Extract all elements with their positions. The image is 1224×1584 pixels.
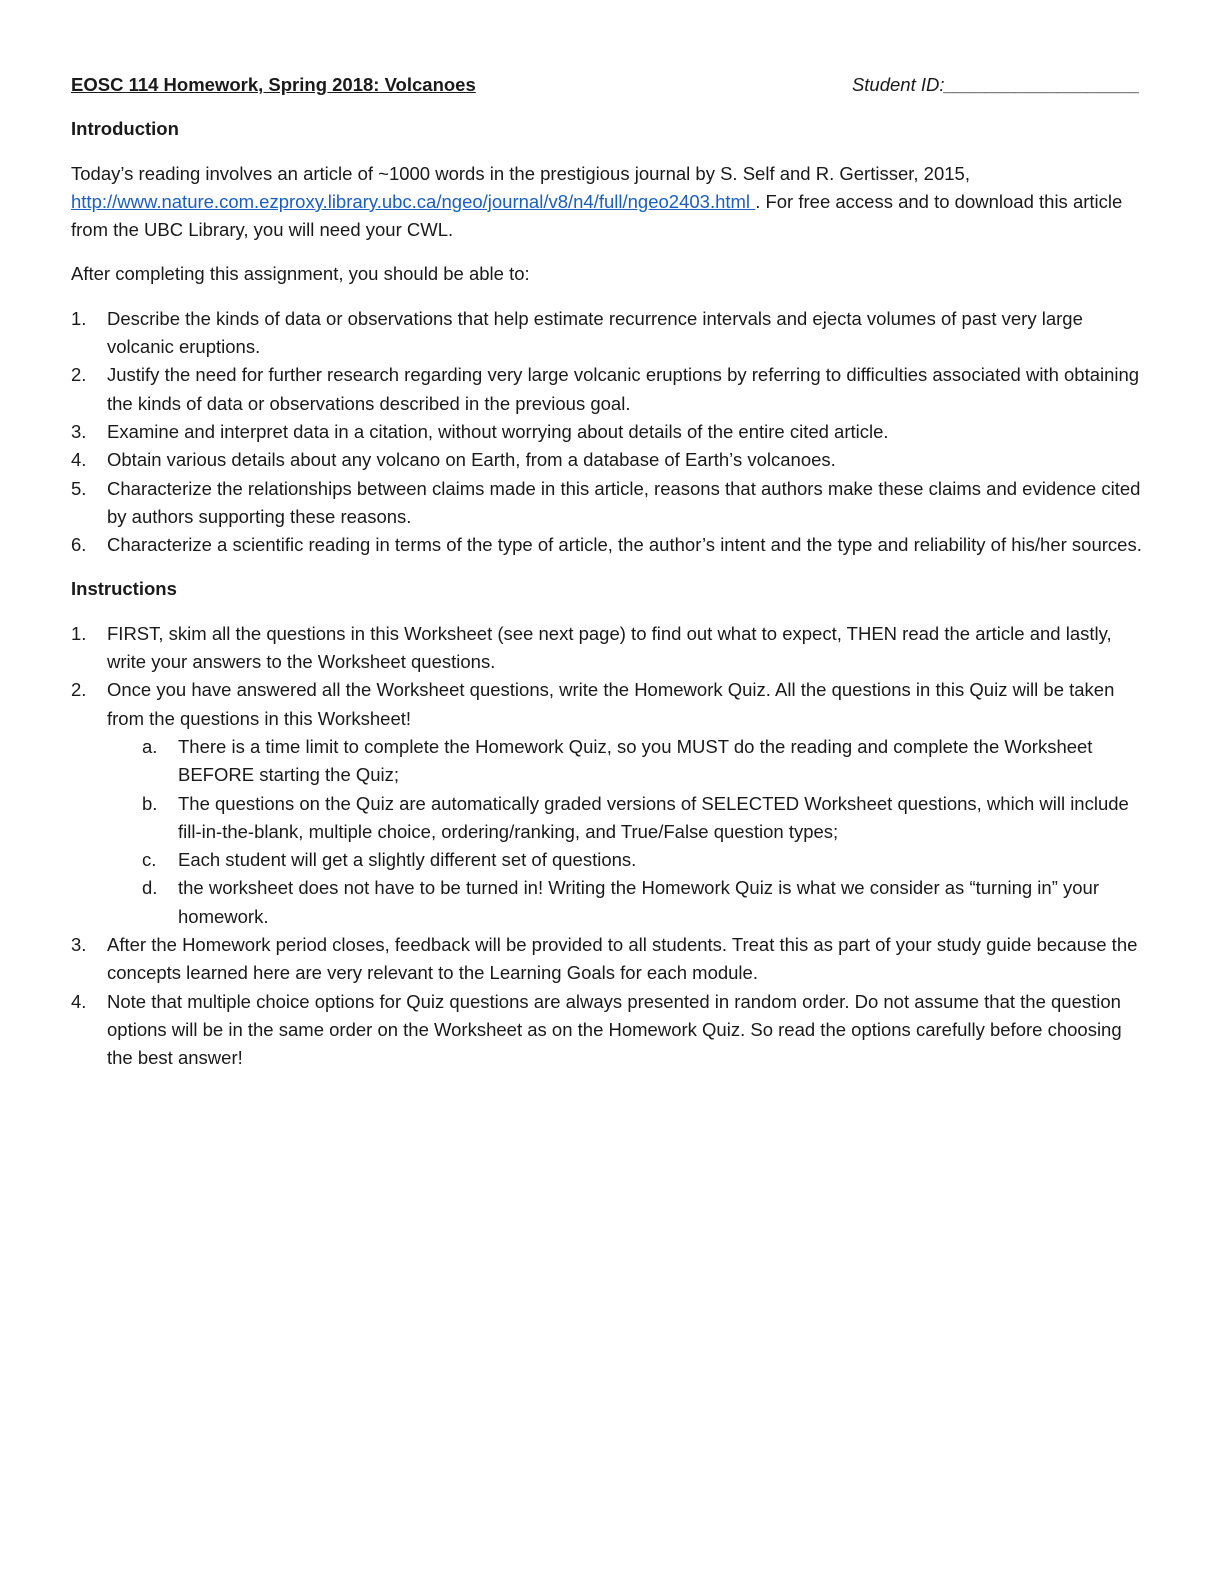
list-number: 3. xyxy=(71,420,87,442)
list-item xyxy=(71,446,1146,474)
list-number: 2. xyxy=(71,679,87,701)
list-text: Examine and interpret data in a citation, without worrying about details of the entire cited article. xyxy=(107,420,889,442)
list-item xyxy=(71,620,1146,677)
student-id-label: Student ID:___________________ xyxy=(851,74,1140,95)
list-text: After the Homework period closes, feedback will be provided to all students. Treat this as part of your study guide because the concepts learned here are very relevant to the Learning Goals for each module. xyxy=(107,934,1138,984)
list-item xyxy=(71,418,1146,446)
list-item xyxy=(71,475,1146,532)
list-text: Justify the need for further research regarding very large volcanic eruptions by referring to difficulties associated with obtaining the kinds of data or observations described in the previous goal. xyxy=(107,364,1140,414)
list-number: 5. xyxy=(71,477,87,499)
list-item xyxy=(71,531,1146,559)
sublist-letter: d. xyxy=(142,877,158,899)
list-text: Once you have answered all the Worksheet questions, write the Homework Quiz. All the questions in this Quiz will be taken from the questions in this Worksheet! xyxy=(107,679,1115,729)
sublist-item xyxy=(71,733,1146,790)
list-text: FIRST, skim all the questions in this Worksheet (see next page) to find out what to expect, THEN read the article and lastly, write your answers to the Worksheet questions. xyxy=(107,622,1112,673)
list-item xyxy=(71,988,1146,1073)
list-number: 4. xyxy=(71,990,87,1012)
article-link[interactable]: http://www.nature.com.ezproxy.library.ubc.ca/ngeo/journal/v8/n4/full/ngeo2403.html xyxy=(71,190,756,212)
learning-goals-list xyxy=(71,305,1146,560)
sublist-text: The questions on the Quiz are automatically graded versions of SELECTED Worksheet questions, which will include fill-in-the-blank, multiple choice, ordering/ranking, and True/False question types; xyxy=(178,792,1129,842)
list-item xyxy=(71,305,1146,362)
document-page xyxy=(71,71,1146,1089)
introduction-paragraph xyxy=(71,160,1146,245)
sublist-item xyxy=(71,846,1146,874)
list-text: Characterize the relationships between claims made in this article, reasons that authors make these claims and evidence cited by authors supporting these reasons. xyxy=(107,477,1141,527)
sublist-container xyxy=(71,733,1146,931)
list-text: Describe the kinds of data or observations that help estimate recurrence intervals and ejecta volumes of past very large volcanic eruptions. xyxy=(107,307,1083,358)
sublist-letter: a. xyxy=(142,735,158,757)
goals-intro-paragraph: After completing this assignment, you should be able to: xyxy=(71,263,530,285)
sublist-text: the worksheet does not have to be turned in! Writing the Homework Quiz is what we consider as “turning in” your homework. xyxy=(178,877,1099,927)
instructions-heading: Instructions xyxy=(71,578,177,600)
sublist-text: Each student will get a slightly different set of questions. xyxy=(178,849,637,871)
list-number: 1. xyxy=(71,307,87,329)
list-text: Obtain various details about any volcano on Earth, from a database of Earth’s volcanoes. xyxy=(107,449,836,471)
list-text: Note that multiple choice options for Quiz questions are always presented in random order. Do not assume that the question options will be in the same order on the Worksheet as on the Homework Quiz. So read the options carefully before choosing the best answer! xyxy=(107,990,1122,1069)
sublist-text: There is a time limit to complete the Homework Quiz, so you MUST do the reading and complete the Worksheet BEFORE starting the Quiz; xyxy=(178,735,1093,786)
list-number: 6. xyxy=(71,534,87,556)
introduction-heading: Introduction xyxy=(71,118,179,140)
sublist-item xyxy=(71,790,1146,847)
sublist-item xyxy=(71,874,1146,931)
list-item xyxy=(71,931,1146,988)
document-header xyxy=(71,71,1146,99)
instructions-list xyxy=(71,620,1146,1073)
list-item xyxy=(71,676,1146,733)
list-number: 3. xyxy=(71,934,87,956)
intro-text-before-link: Today’s reading involves an article of ~1000 words in the prestigious journal by S. Self and R. Gertisser, 2015, xyxy=(71,162,970,184)
sublist-letter: c. xyxy=(142,849,157,871)
intro-text-after-link: . For free access and to download this article from the UBC Library, you will need your CWL. xyxy=(71,190,1123,241)
list-text: Characterize a scientific reading in terms of the type of article, the author’s intent and the type and reliability of his/her sources. xyxy=(107,534,1142,556)
list-number: 2. xyxy=(71,364,87,386)
list-item xyxy=(71,361,1146,418)
document-title: EOSC 114 Homework, Spring 2018: Volcanoes xyxy=(71,74,476,95)
list-number: 4. xyxy=(71,449,87,471)
instructions-sublist xyxy=(71,733,1146,931)
sublist-letter: b. xyxy=(142,792,158,814)
list-number: 1. xyxy=(71,622,87,644)
